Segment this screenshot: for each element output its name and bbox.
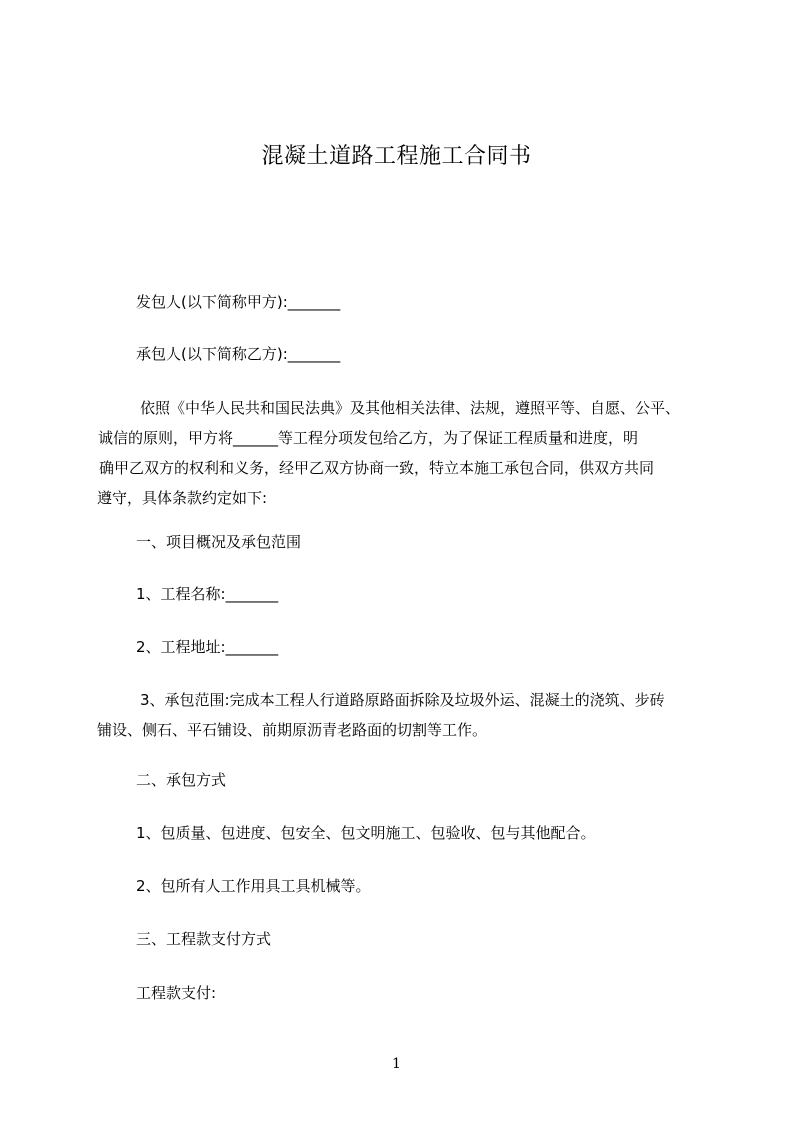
item-contract-scope: 1、包质量、包进度、包安全、包文明施工、包验收、包与其他配合。 xyxy=(136,824,596,842)
party-b-line: 承包人(以下简称乙方):_______ xyxy=(136,345,341,363)
scope-line-1: 3、承包范围:完成本工程人行道路原路面拆除及垃圾外运、混凝土的浇筑、步砖 xyxy=(140,691,665,709)
section2-heading: 二、承包方式 xyxy=(136,771,227,789)
item-tools: 2、包所有人工作用具工具机械等。 xyxy=(136,877,371,895)
payment-label: 工程款支付: xyxy=(136,984,217,1002)
item-project-address: 2、工程地址:_______ xyxy=(136,638,279,656)
preamble-line-2: 诚信的原则，甲方将______等工程分项发包给乙方，为了保证工程质量和进度，明 xyxy=(98,429,639,447)
party-a-line: 发包人(以下简称甲方):_______ xyxy=(136,293,341,311)
preamble-line-1: 依照《中华人民共和国民法典》及其他相关法律、法规，遵照平等、自愿、公平、 xyxy=(140,399,681,417)
page-number: 1 xyxy=(392,1056,401,1072)
scope-line-2: 铺设、侧石、平石铺设、前期原沥青老路面的切割等工作。 xyxy=(97,721,488,739)
section3-heading: 三、工程款支付方式 xyxy=(136,930,272,948)
preamble-line-3: 确甲乙双方的权利和义务，经甲乙双方协商一致，特立本施工承包合同，供双方共同 xyxy=(99,459,655,477)
section1-heading: 一、项目概况及承包范围 xyxy=(136,533,302,551)
item-project-name: 1、工程名称:_______ xyxy=(136,585,279,603)
preamble-line-4: 遵守，具体条款约定如下: xyxy=(97,489,268,507)
preamble-paragraph xyxy=(97,393,697,513)
scope-paragraph xyxy=(97,685,697,745)
document-title: 混凝土道路工程施工合同书 xyxy=(261,144,532,169)
